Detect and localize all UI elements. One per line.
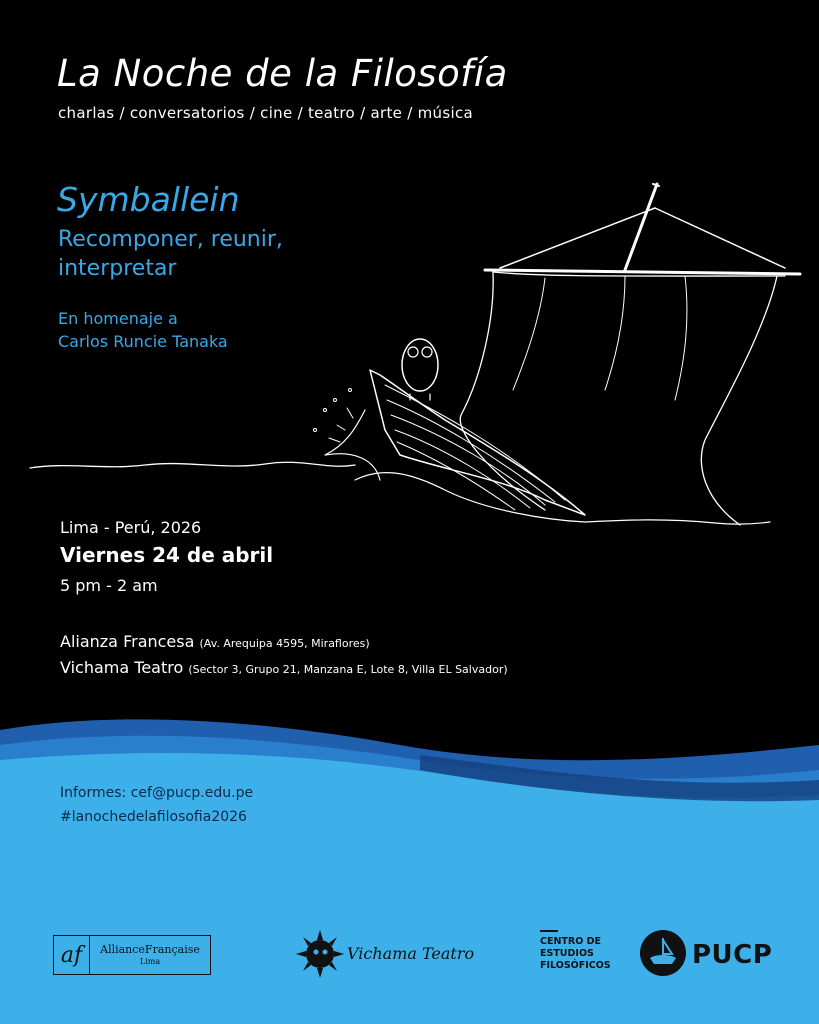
- af-text: [90, 943, 210, 968]
- venue-alianza-francesa: [60, 632, 370, 651]
- homage-line2: Carlos Runcie Tanaka: [58, 332, 228, 351]
- event-time: 5 pm - 2 am: [60, 576, 158, 595]
- contact-email[interactable]: Informes: cef@pucp.edu.pe: [60, 785, 254, 801]
- event-subtitle: charlas / conversatorios / cine / teatro / arte / música: [58, 104, 473, 122]
- cef-line2: ESTUDIOS: [540, 948, 594, 959]
- sponsor-logos: [0, 920, 819, 990]
- homage-line1: En homenaje a: [58, 309, 178, 328]
- venue-vichama-teatro: [60, 658, 508, 677]
- pucp-emblem-icon: [638, 928, 688, 978]
- page-title: La Noche de la Filosofía: [57, 52, 508, 95]
- af-city: Lima: [139, 956, 161, 966]
- cef-line1: CENTRO DE: [540, 936, 601, 947]
- venue-name: Vichama Teatro: [60, 658, 184, 677]
- boat-illustration: [25, 180, 815, 540]
- theme-subtitle-line2: interpretar: [58, 256, 177, 281]
- venue-name: Alianza Francesa: [60, 632, 195, 651]
- hashtag: #lanochedelafilosofia2026: [60, 809, 247, 825]
- cef-bar: [540, 930, 558, 932]
- alliance-francaise-logo: [53, 935, 211, 975]
- sun-icon: [295, 928, 345, 980]
- venue-address: (Av. Arequipa 4595, Miraflores): [199, 637, 370, 650]
- pucp-text: PUCP: [692, 940, 773, 970]
- theme-title: Symballein: [57, 180, 240, 219]
- contact-info: [60, 781, 253, 829]
- cef-logo: [540, 930, 630, 978]
- event-location: Lima - Perú, 2026: [60, 518, 202, 537]
- event-date: Viernes 24 de abril: [60, 543, 274, 567]
- venue-address: (Sector 3, Grupo 21, Manzana E, Lote 8, Villa EL Salvador): [188, 663, 508, 676]
- theme-subtitle-line1: Recomponer, reunir,: [58, 227, 283, 252]
- cef-line3: FILOSÓFICOS: [540, 960, 611, 971]
- vichama-text: Vichama Teatro: [347, 944, 475, 963]
- pucp-logo: [638, 928, 788, 980]
- af-name: AllianceFrançaise: [100, 942, 200, 956]
- vichama-teatro-logo: [295, 928, 475, 980]
- af-mark: af: [54, 936, 90, 974]
